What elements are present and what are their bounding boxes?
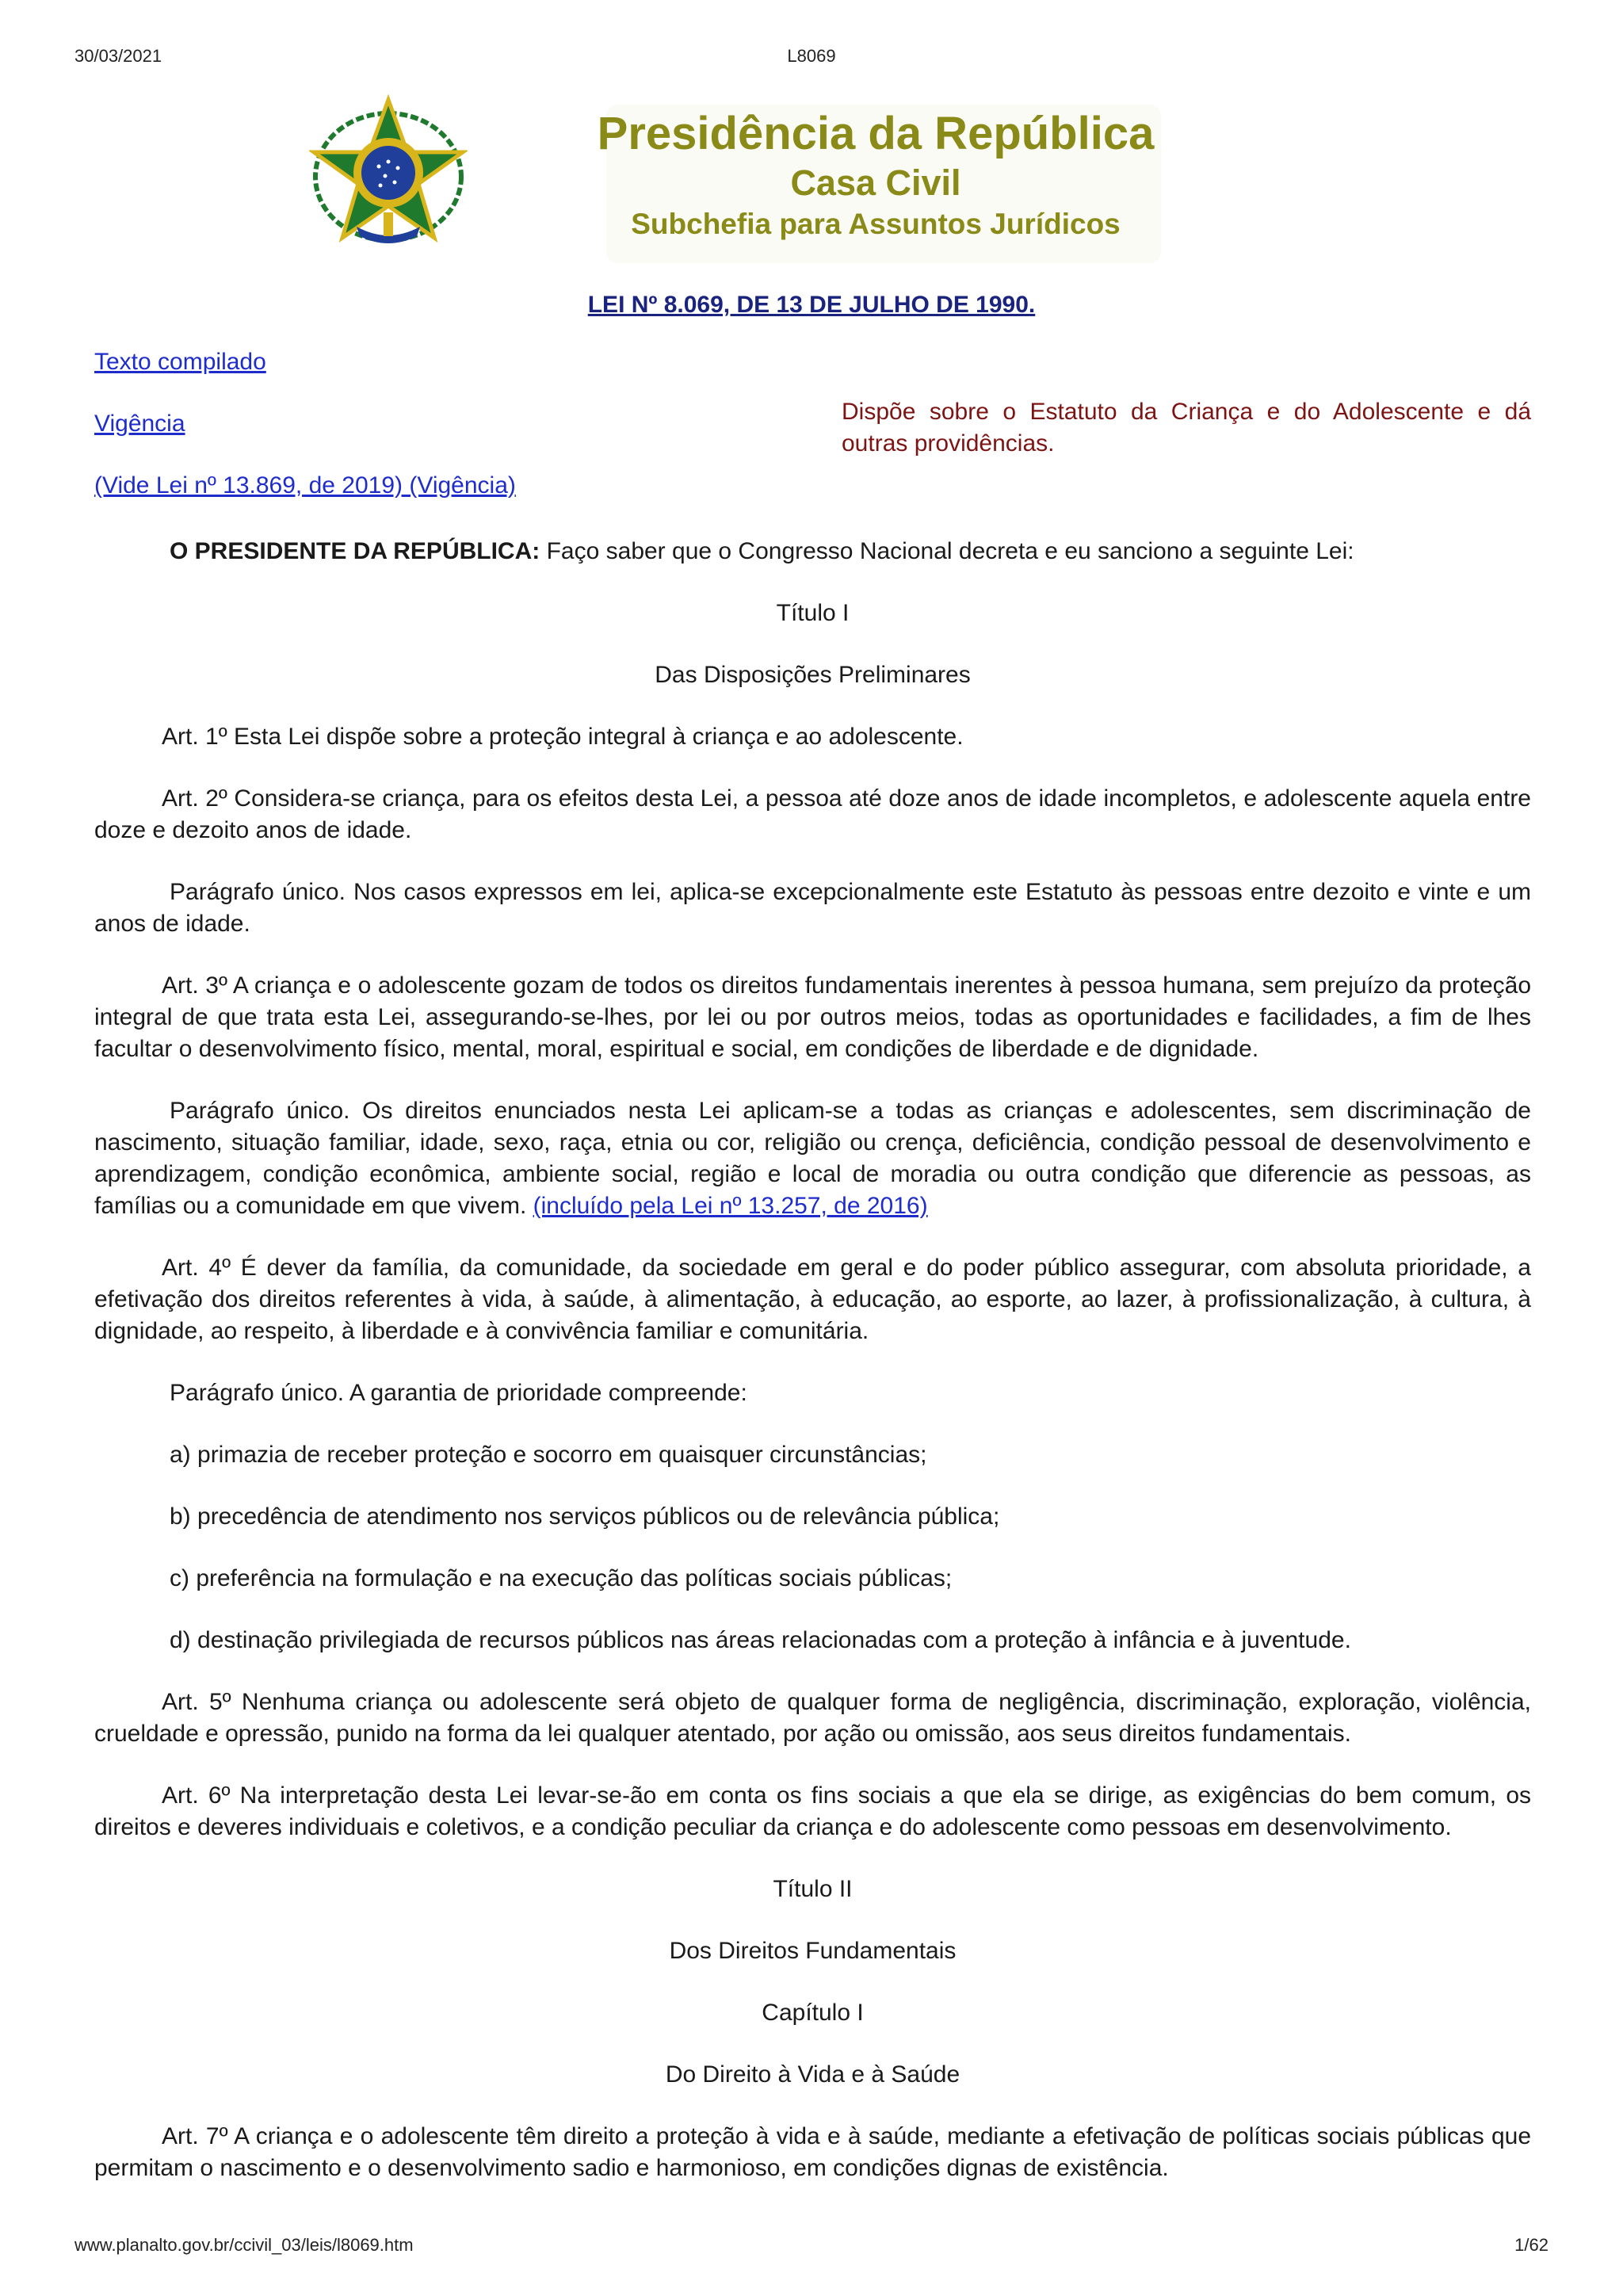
titulo-heading: Título II bbox=[773, 1876, 853, 1902]
preamble-bold: O PRESIDENTE DA REPÚBLICA: bbox=[170, 538, 540, 564]
print-footer bbox=[74, 2235, 1549, 2259]
article-5: Art. 5º Nenhuma criança ou adolescente será objeto de qualquer forma de negligência, discriminação, exploração, violência, crueldade e opressão, punido na forma da lei qualquer atentado, por ação ou omissão, aos seus direitos fundamentais. bbox=[94, 1689, 1531, 1747]
texto-compilado-link[interactable]: Texto compilado bbox=[94, 349, 266, 375]
incluido-lei-link[interactable]: (incluído pela Lei nº 13.257, de 2016) bbox=[533, 1193, 928, 1219]
print-title: L8069 bbox=[787, 46, 836, 66]
org-casa-civil: Casa Civil bbox=[790, 162, 961, 203]
print-url: www.planalto.gov.br/ccivil_03/leis/l8069.htm bbox=[74, 2235, 414, 2255]
page-number: 1/62 bbox=[1514, 2235, 1549, 2255]
article-4-item-b: b) precedência de atendimento nos serviços públicos ou de relevância pública; bbox=[170, 1503, 1000, 1530]
article-4-item-d: d) destinação privilegiada de recursos públicos nas áreas relacionadas com a proteção à infância e à juventude. bbox=[170, 1627, 1351, 1653]
vigencia-link[interactable]: Vigência bbox=[94, 411, 185, 437]
article-2: Art. 2º Considera-se criança, para os efeitos desta Lei, a pessoa até doze anos de idade incompletos, e adolescente aquela entre doze e dezoito anos de idade. bbox=[94, 785, 1531, 843]
article-4-item-a: a) primazia de receber proteção e socorro em quaisquer circunstâncias; bbox=[170, 1442, 927, 1468]
article-7: Art. 7º A criança e o adolescente têm direito a proteção à vida e à saúde, mediante a efetivação de políticas sociais públicas que permitam o nascimento e o desenvolvimento sadio e harmonioso, em condições dignas de existência. bbox=[94, 2123, 1531, 2181]
ementa: Dispõe sobre o Estatuto da Criança e do Adolescente e dá outras providências. bbox=[842, 399, 1531, 457]
print-date: 30/03/2021 bbox=[74, 46, 162, 66]
article-4-paragraph: Parágrafo único. A garantia de prioridade compreende: bbox=[170, 1380, 747, 1406]
capitulo-name: Do Direito à Vida e à Saúde bbox=[665, 2061, 960, 2088]
print-header bbox=[74, 46, 1549, 70]
titulo-heading: Título I bbox=[776, 600, 850, 626]
titulo-name: Das Disposições Preliminares bbox=[655, 662, 971, 688]
org-presidencia: Presidência da República bbox=[597, 108, 1155, 159]
brazil-coat-of-arms-icon bbox=[309, 94, 468, 252]
org-subchefia: Subchefia para Assuntos Jurídicos bbox=[631, 208, 1121, 240]
article-3-paragraph bbox=[94, 1095, 1531, 1222]
article-4: Art. 4º É dever da família, da comunidade, da sociedade em geral e do poder público assegurar, com absoluta prioridade, a efetivação dos direitos referentes à vida, à saúde, à alimentação, à educação, ao esporte, ao lazer, à profissionalização, à cultura, à dignidade, ao respeito, à liberdade e à convivência familiar e comunitária. bbox=[94, 1255, 1531, 1344]
preamble-text: Faço saber que o Congresso Nacional decreta e eu sanciono a seguinte Lei: bbox=[540, 538, 1354, 564]
article-3-paragraph-text: Parágrafo único. Os direitos enunciados nesta Lei aplicam-se a todas as crianças e adolescentes, sem discriminação de nascimento, situação familiar, idade, sexo, raça, etnia ou cor, religião ou crença, deficiência, condição pessoal de desenvolvimento e aprendizagem, condição econômica, ambiente social, região e local de moradia ou outra condição que diferencie as pessoas, as famílias ou a comunidade em que vivem. bbox=[94, 1098, 1531, 1219]
article-1: Art. 1º Esta Lei dispõe sobre a proteção integral à criança e ao adolescente. bbox=[162, 724, 964, 750]
law-title-link[interactable]: LEI Nº 8.069, DE 13 DE JULHO DE 1990. bbox=[587, 292, 1036, 318]
capitulo-heading: Capítulo I bbox=[762, 2000, 864, 2026]
article-4-item-c: c) preferência na formulação e na execução das políticas sociais públicas; bbox=[170, 1565, 953, 1591]
law-body bbox=[94, 536, 1531, 2214]
article-6: Art. 6º Na interpretação desta Lei levar-se-ão em conta os fins sociais a que ela se dirige, as exigências do bem comum, os direitos e deveres individuais e coletivos, e a condição peculiar da criança e do adolescente como pessoas em desenvolvimento. bbox=[94, 1782, 1531, 1840]
preamble bbox=[94, 536, 1531, 567]
titulo-name: Dos Direitos Fundamentais bbox=[669, 1938, 957, 1964]
article-2-paragraph: Parágrafo único. Nos casos expressos em lei, aplica-se excepcionalmente este Estatuto às pessoas entre dezoito e vinte e um anos de idade. bbox=[94, 879, 1531, 937]
vide-lei-link[interactable]: (Vide Lei nº 13.869, de 2019) (Vigência) bbox=[94, 472, 516, 499]
article-3: Art. 3º A criança e o adolescente gozam de todos os direitos fundamentais inerentes à pessoa humana, sem prejuízo da proteção integral de que trata esta Lei, assegurando-se-lhes, por lei ou por outros meios, todas as oportunidades e facilidades, a fim de lhes facultar o desenvolvimento físico, mental, moral, espiritual e social, em condições de liberdade e de dignidade. bbox=[94, 972, 1531, 1062]
